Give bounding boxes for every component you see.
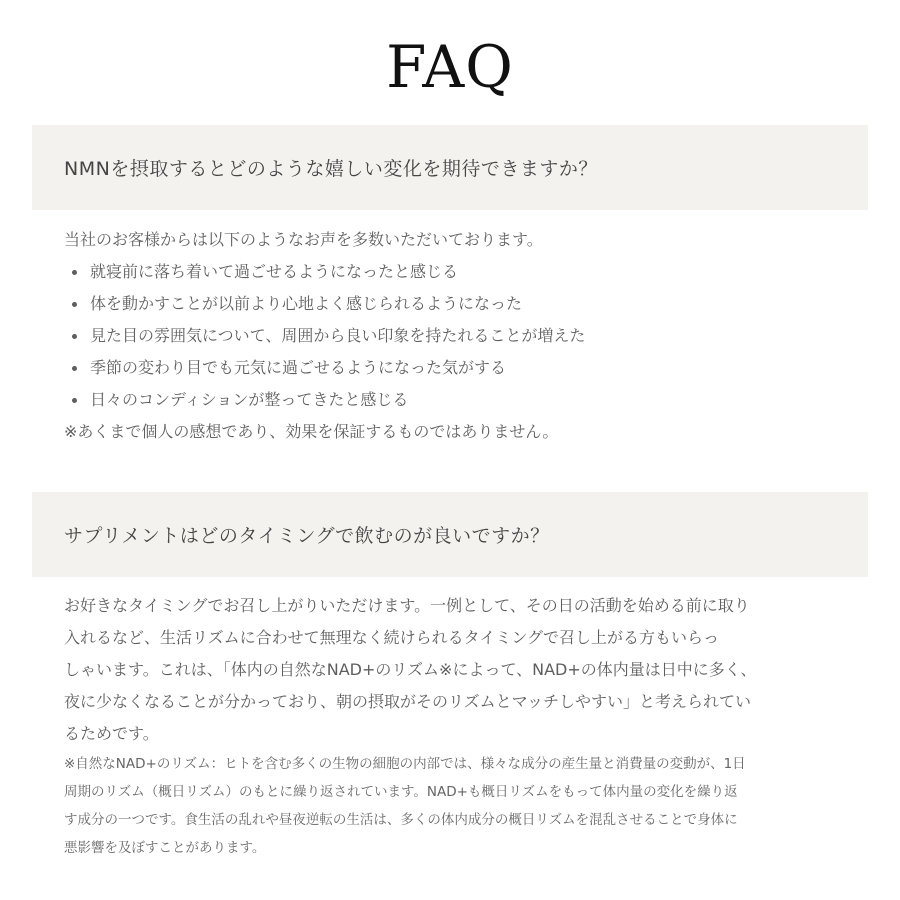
faq-answer-1-intro: 当社のお客様からは以下のようなお声を多数いただいております。 <box>64 230 543 249</box>
list-item: 見た目の雰囲気について、周囲から良い印象を持たれることが増えた <box>64 320 854 352</box>
page-title: FAQ <box>386 33 514 101</box>
faq-answer-2 <box>64 590 854 862</box>
bullet-dot-icon <box>72 302 77 307</box>
faq-question-2-text: サプリメントはどのタイミングで飲むのが良いですか？ <box>64 525 550 547</box>
note-line: 周期のリズム（概日リズム）のもとに繰り返されています。NAD+も概日リズムをもって体内量の変化を繰り返 <box>64 784 738 800</box>
note-line: ※自然なNAD+のリズム：ヒトを含む多くの生物の細胞の内部では、様々な成分の産生量と消費量の変動が、1日 <box>64 756 746 772</box>
faq-answer-2-note <box>64 750 854 862</box>
note-line: す成分の一つです。食生活の乱れや昼夜逆転の生活は、多くの体内成分の概日リズムを混乱させることで身体に <box>64 812 738 828</box>
faq-question-1-text: NMNを摂取するとどのような嬉しい変化を期待できますか？ <box>64 158 598 180</box>
faq-answer-1 <box>64 224 854 448</box>
answer-line: 夜に少なくなることが分かっており、朝の摂取がそのリズムとマッチしやすい」と考えられてい <box>64 692 752 711</box>
bullet-dot-icon <box>72 334 77 339</box>
faq-question-2[interactable] <box>32 492 868 577</box>
answer-line: 入れるなど、生活リズムに合わせて無理なく続けられるタイミングで召し上がる方もいらっ <box>64 628 720 647</box>
answer-line: しゃいます。これは、「体内の自然なNAD+のリズム※によって、NAD+の体内量は日中に多く、 <box>64 660 757 679</box>
bullet-dot-icon <box>72 398 77 403</box>
faq-answer-1-note: ※あくまで個人の感想であり、効果を保証するものではありません。 <box>64 422 559 441</box>
list-item: 就寝前に落ち着いて過ごせるようになったと感じる <box>64 256 854 288</box>
bullet-dot-icon <box>72 270 77 275</box>
note-line: 悪影響を及ぼすことがあります。 <box>64 840 266 856</box>
faq-question-1[interactable] <box>32 125 868 210</box>
faq-answer-1-list <box>64 256 854 416</box>
bullet-dot-icon <box>72 366 77 371</box>
faq-answer-2-body <box>64 590 854 750</box>
list-item: 体を動かすことが以前より心地よく感じられるようになった <box>64 288 854 320</box>
answer-line: るためです。 <box>64 724 159 743</box>
list-item: 季節の変わり目でも元気に過ごせるようになった気がする <box>64 352 854 384</box>
list-item: 日々のコンディションが整ってきたと感じる <box>64 384 854 416</box>
answer-line: お好きなタイミングでお召し上がりいただけます。一例として、その日の活動を始める前に取り <box>64 596 750 615</box>
